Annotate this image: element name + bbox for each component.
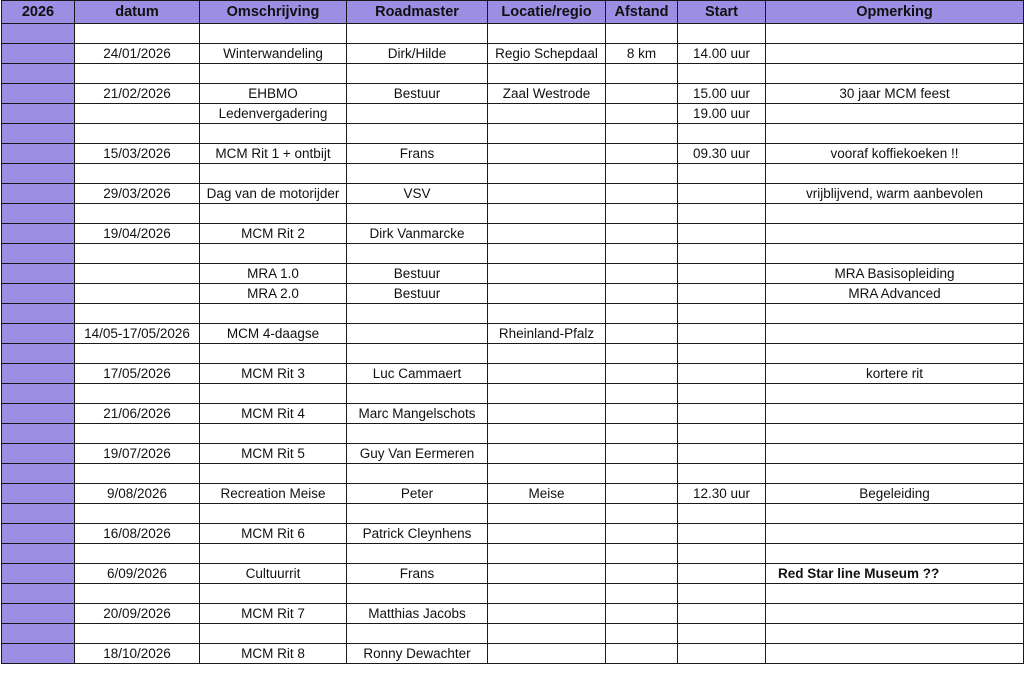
datum-cell xyxy=(75,624,200,644)
afstand-cell xyxy=(606,464,678,484)
table-row xyxy=(2,404,1024,424)
table-row xyxy=(2,364,1024,384)
year-cell xyxy=(2,304,75,324)
locatie-cell xyxy=(488,644,606,664)
roadmaster-cell xyxy=(347,304,488,324)
omschrijving-cell xyxy=(200,424,347,444)
roadmaster-cell: Patrick Cleynhens xyxy=(347,524,488,544)
roadmaster-cell: Ronny Dewachter xyxy=(347,644,488,664)
year-cell xyxy=(2,544,75,564)
table-row xyxy=(2,144,1024,164)
datum-cell: 16/08/2026 xyxy=(75,524,200,544)
start-cell xyxy=(678,384,766,404)
datum-cell: 9/08/2026 xyxy=(75,484,200,504)
year-cell xyxy=(2,224,75,244)
datum-cell xyxy=(75,104,200,124)
year-cell xyxy=(2,204,75,224)
roadmaster-cell: Bestuur xyxy=(347,84,488,104)
datum-cell xyxy=(75,164,200,184)
roadmaster-cell xyxy=(347,24,488,44)
header-year: 2026 xyxy=(2,1,75,24)
datum-cell xyxy=(75,204,200,224)
year-cell xyxy=(2,184,75,204)
omschrijving-cell: Recreation Meise xyxy=(200,484,347,504)
year-cell xyxy=(2,24,75,44)
locatie-cell xyxy=(488,524,606,544)
afstand-cell xyxy=(606,384,678,404)
start-cell xyxy=(678,184,766,204)
omschrijving-cell: Winterwandeling xyxy=(200,44,347,64)
table-row xyxy=(2,544,1024,564)
table-row xyxy=(2,224,1024,244)
locatie-cell xyxy=(488,444,606,464)
table-row xyxy=(2,444,1024,464)
year-cell xyxy=(2,344,75,364)
omschrijving-cell: MCM 4-daagse xyxy=(200,324,347,344)
datum-cell xyxy=(75,244,200,264)
roadmaster-cell: Bestuur xyxy=(347,284,488,304)
datum-cell: 19/07/2026 xyxy=(75,444,200,464)
opmerking-cell xyxy=(766,624,1024,644)
header-row xyxy=(2,1,1024,24)
omschrijving-cell xyxy=(200,164,347,184)
datum-cell xyxy=(75,284,200,304)
roadmaster-cell xyxy=(347,624,488,644)
afstand-cell xyxy=(606,224,678,244)
omschrijving-cell xyxy=(200,304,347,324)
opmerking-cell xyxy=(766,244,1024,264)
roadmaster-cell: Peter xyxy=(347,484,488,504)
table-row xyxy=(2,464,1024,484)
table-row xyxy=(2,604,1024,624)
locatie-cell: Regio Schepdaal xyxy=(488,44,606,64)
locatie-cell xyxy=(488,184,606,204)
locatie-cell xyxy=(488,604,606,624)
locatie-cell xyxy=(488,304,606,324)
omschrijving-cell: MRA 1.0 xyxy=(200,264,347,284)
table-row xyxy=(2,164,1024,184)
roadmaster-cell xyxy=(347,584,488,604)
opmerking-cell xyxy=(766,44,1024,64)
opmerking-cell xyxy=(766,384,1024,404)
datum-cell: 17/05/2026 xyxy=(75,364,200,384)
datum-cell: 21/02/2026 xyxy=(75,84,200,104)
opmerking-cell xyxy=(766,124,1024,144)
omschrijving-cell: Ledenvergadering xyxy=(200,104,347,124)
table-row xyxy=(2,104,1024,124)
omschrijving-cell xyxy=(200,544,347,564)
activity-calendar-table xyxy=(1,0,1024,664)
afstand-cell xyxy=(606,644,678,664)
datum-cell xyxy=(75,264,200,284)
start-cell xyxy=(678,464,766,484)
locatie-cell: Rheinland-Pfalz xyxy=(488,324,606,344)
start-cell xyxy=(678,264,766,284)
locatie-cell xyxy=(488,24,606,44)
afstand-cell xyxy=(606,124,678,144)
afstand-cell xyxy=(606,544,678,564)
opmerking-cell xyxy=(766,584,1024,604)
opmerking-cell xyxy=(766,104,1024,124)
afstand-cell xyxy=(606,584,678,604)
roadmaster-cell xyxy=(347,244,488,264)
omschrijving-cell xyxy=(200,384,347,404)
start-cell: 09.30 uur xyxy=(678,144,766,164)
opmerking-cell: vrijblijvend, warm aanbevolen xyxy=(766,184,1024,204)
start-cell xyxy=(678,424,766,444)
opmerking-cell: Begeleiding xyxy=(766,484,1024,504)
table-body xyxy=(2,24,1024,664)
start-cell xyxy=(678,444,766,464)
year-cell xyxy=(2,404,75,424)
datum-cell: 18/10/2026 xyxy=(75,644,200,664)
opmerking-cell: Red Star line Museum ?? xyxy=(766,564,1024,584)
roadmaster-cell: Guy Van Eermeren xyxy=(347,444,488,464)
start-cell xyxy=(678,624,766,644)
afstand-cell xyxy=(606,144,678,164)
start-cell: 14.00 uur xyxy=(678,44,766,64)
locatie-cell xyxy=(488,424,606,444)
omschrijving-cell xyxy=(200,504,347,524)
omschrijving-cell: EHBMO xyxy=(200,84,347,104)
omschrijving-cell: MRA 2.0 xyxy=(200,284,347,304)
opmerking-cell xyxy=(766,324,1024,344)
start-cell: 15.00 uur xyxy=(678,84,766,104)
afstand-cell xyxy=(606,304,678,324)
afstand-cell xyxy=(606,344,678,364)
opmerking-cell xyxy=(766,424,1024,444)
table-row xyxy=(2,44,1024,64)
start-cell xyxy=(678,564,766,584)
locatie-cell: Zaal Westrode xyxy=(488,84,606,104)
roadmaster-cell: Marc Mangelschots xyxy=(347,404,488,424)
afstand-cell xyxy=(606,24,678,44)
omschrijving-cell xyxy=(200,124,347,144)
table-row xyxy=(2,564,1024,584)
omschrijving-cell: Dag van de motorijder xyxy=(200,184,347,204)
start-cell xyxy=(678,64,766,84)
roadmaster-cell: VSV xyxy=(347,184,488,204)
afstand-cell xyxy=(606,604,678,624)
year-cell xyxy=(2,364,75,384)
datum-cell: 20/09/2026 xyxy=(75,604,200,624)
table-row xyxy=(2,424,1024,444)
start-cell xyxy=(678,244,766,264)
year-cell xyxy=(2,164,75,184)
opmerking-cell xyxy=(766,604,1024,624)
datum-cell: 24/01/2026 xyxy=(75,44,200,64)
afstand-cell xyxy=(606,424,678,444)
datum-cell: 6/09/2026 xyxy=(75,564,200,584)
roadmaster-cell xyxy=(347,504,488,524)
year-cell xyxy=(2,624,75,644)
table-row xyxy=(2,504,1024,524)
locatie-cell xyxy=(488,144,606,164)
opmerking-cell xyxy=(766,544,1024,564)
start-cell xyxy=(678,304,766,324)
year-cell xyxy=(2,284,75,304)
locatie-cell xyxy=(488,564,606,584)
start-cell xyxy=(678,224,766,244)
table-row xyxy=(2,64,1024,84)
opmerking-cell xyxy=(766,304,1024,324)
roadmaster-cell: Frans xyxy=(347,564,488,584)
roadmaster-cell xyxy=(347,424,488,444)
afstand-cell xyxy=(606,284,678,304)
table-row xyxy=(2,24,1024,44)
datum-cell: 14/05-17/05/2026 xyxy=(75,324,200,344)
datum-cell xyxy=(75,304,200,324)
table-row xyxy=(2,344,1024,364)
header-opmerking: Opmerking xyxy=(766,1,1024,24)
locatie-cell xyxy=(488,64,606,84)
header-roadmaster: Roadmaster xyxy=(347,1,488,24)
omschrijving-cell: MCM Rit 8 xyxy=(200,644,347,664)
table-row xyxy=(2,304,1024,324)
opmerking-cell: 30 jaar MCM feest xyxy=(766,84,1024,104)
table-row xyxy=(2,324,1024,344)
opmerking-cell xyxy=(766,524,1024,544)
datum-cell xyxy=(75,464,200,484)
omschrijving-cell xyxy=(200,204,347,224)
header-start: Start xyxy=(678,1,766,24)
datum-cell xyxy=(75,584,200,604)
afstand-cell xyxy=(606,444,678,464)
table-row xyxy=(2,264,1024,284)
roadmaster-cell: Bestuur xyxy=(347,264,488,284)
omschrijving-cell xyxy=(200,464,347,484)
table-row xyxy=(2,624,1024,644)
roadmaster-cell xyxy=(347,104,488,124)
omschrijving-cell xyxy=(200,24,347,44)
start-cell xyxy=(678,324,766,344)
header-afstand: Afstand xyxy=(606,1,678,24)
afstand-cell xyxy=(606,484,678,504)
opmerking-cell xyxy=(766,24,1024,44)
start-cell xyxy=(678,604,766,624)
table-row xyxy=(2,584,1024,604)
datum-cell xyxy=(75,64,200,84)
year-cell xyxy=(2,124,75,144)
locatie-cell xyxy=(488,204,606,224)
opmerking-cell xyxy=(766,344,1024,364)
locatie-cell xyxy=(488,624,606,644)
locatie-cell xyxy=(488,464,606,484)
datum-cell xyxy=(75,504,200,524)
year-cell xyxy=(2,564,75,584)
opmerking-cell xyxy=(766,404,1024,424)
opmerking-cell xyxy=(766,464,1024,484)
year-cell xyxy=(2,104,75,124)
omschrijving-cell: MCM Rit 4 xyxy=(200,404,347,424)
omschrijving-cell xyxy=(200,344,347,364)
locatie-cell xyxy=(488,264,606,284)
locatie-cell xyxy=(488,224,606,244)
year-cell xyxy=(2,424,75,444)
omschrijving-cell xyxy=(200,244,347,264)
datum-cell xyxy=(75,384,200,404)
roadmaster-cell xyxy=(347,124,488,144)
roadmaster-cell xyxy=(347,324,488,344)
roadmaster-cell: Dirk Vanmarcke xyxy=(347,224,488,244)
omschrijving-cell: MCM Rit 2 xyxy=(200,224,347,244)
locatie-cell xyxy=(488,404,606,424)
afstand-cell xyxy=(606,504,678,524)
afstand-cell xyxy=(606,164,678,184)
datum-cell: 21/06/2026 xyxy=(75,404,200,424)
start-cell: 12.30 uur xyxy=(678,484,766,504)
roadmaster-cell xyxy=(347,64,488,84)
start-cell xyxy=(678,504,766,524)
year-cell xyxy=(2,584,75,604)
opmerking-cell xyxy=(766,504,1024,524)
opmerking-cell xyxy=(766,64,1024,84)
locatie-cell xyxy=(488,124,606,144)
roadmaster-cell xyxy=(347,344,488,364)
start-cell xyxy=(678,284,766,304)
roadmaster-cell xyxy=(347,384,488,404)
omschrijving-cell xyxy=(200,64,347,84)
locatie-cell xyxy=(488,384,606,404)
afstand-cell xyxy=(606,204,678,224)
start-cell xyxy=(678,164,766,184)
afstand-cell xyxy=(606,624,678,644)
opmerking-cell: MRA Basisopleiding xyxy=(766,264,1024,284)
datum-cell xyxy=(75,124,200,144)
table-row xyxy=(2,484,1024,504)
locatie-cell xyxy=(488,244,606,264)
opmerking-cell xyxy=(766,164,1024,184)
table-row xyxy=(2,644,1024,664)
year-cell xyxy=(2,524,75,544)
opmerking-cell xyxy=(766,444,1024,464)
start-cell xyxy=(678,644,766,664)
year-cell xyxy=(2,384,75,404)
start-cell xyxy=(678,584,766,604)
start-cell xyxy=(678,404,766,424)
year-cell xyxy=(2,144,75,164)
year-cell xyxy=(2,464,75,484)
opmerking-cell xyxy=(766,224,1024,244)
datum-cell: 29/03/2026 xyxy=(75,184,200,204)
roadmaster-cell: Frans xyxy=(347,144,488,164)
datum-cell xyxy=(75,344,200,364)
datum-cell xyxy=(75,544,200,564)
locatie-cell xyxy=(488,584,606,604)
locatie-cell xyxy=(488,504,606,524)
afstand-cell xyxy=(606,64,678,84)
omschrijving-cell xyxy=(200,584,347,604)
year-cell xyxy=(2,484,75,504)
table-row xyxy=(2,124,1024,144)
roadmaster-cell xyxy=(347,204,488,224)
opmerking-cell xyxy=(766,204,1024,224)
datum-cell xyxy=(75,424,200,444)
table-row xyxy=(2,384,1024,404)
start-cell xyxy=(678,344,766,364)
year-cell xyxy=(2,444,75,464)
locatie-cell xyxy=(488,544,606,564)
locatie-cell xyxy=(488,164,606,184)
start-cell xyxy=(678,364,766,384)
afstand-cell xyxy=(606,404,678,424)
header-locatie: Locatie/regio xyxy=(488,1,606,24)
year-cell xyxy=(2,324,75,344)
locatie-cell xyxy=(488,284,606,304)
locatie-cell xyxy=(488,344,606,364)
afstand-cell xyxy=(606,524,678,544)
afstand-cell xyxy=(606,244,678,264)
opmerking-cell: kortere rit xyxy=(766,364,1024,384)
afstand-cell xyxy=(606,184,678,204)
datum-cell: 15/03/2026 xyxy=(75,144,200,164)
afstand-cell: 8 km xyxy=(606,44,678,64)
table-row xyxy=(2,524,1024,544)
year-cell xyxy=(2,604,75,624)
opmerking-cell: MRA Advanced xyxy=(766,284,1024,304)
omschrijving-cell: MCM Rit 6 xyxy=(200,524,347,544)
afstand-cell xyxy=(606,364,678,384)
table-row xyxy=(2,204,1024,224)
afstand-cell xyxy=(606,104,678,124)
roadmaster-cell: Dirk/Hilde xyxy=(347,44,488,64)
table-row xyxy=(2,244,1024,264)
roadmaster-cell xyxy=(347,464,488,484)
opmerking-cell: vooraf koffiekoeken !! xyxy=(766,144,1024,164)
year-cell xyxy=(2,64,75,84)
omschrijving-cell xyxy=(200,624,347,644)
start-cell xyxy=(678,124,766,144)
start-cell xyxy=(678,24,766,44)
datum-cell: 19/04/2026 xyxy=(75,224,200,244)
roadmaster-cell xyxy=(347,544,488,564)
start-cell xyxy=(678,204,766,224)
year-cell xyxy=(2,504,75,524)
omschrijving-cell: MCM Rit 7 xyxy=(200,604,347,624)
year-cell xyxy=(2,244,75,264)
table-row xyxy=(2,284,1024,304)
omschrijving-cell: MCM Rit 3 xyxy=(200,364,347,384)
opmerking-cell xyxy=(766,644,1024,664)
omschrijving-cell: MCM Rit 1 + ontbijt xyxy=(200,144,347,164)
roadmaster-cell xyxy=(347,164,488,184)
year-cell xyxy=(2,84,75,104)
afstand-cell xyxy=(606,564,678,584)
omschrijving-cell: MCM Rit 5 xyxy=(200,444,347,464)
afstand-cell xyxy=(606,84,678,104)
roadmaster-cell: Luc Cammaert xyxy=(347,364,488,384)
start-cell xyxy=(678,544,766,564)
year-cell xyxy=(2,264,75,284)
afstand-cell xyxy=(606,264,678,284)
header-omschrijving: Omschrijving xyxy=(200,1,347,24)
table-row xyxy=(2,84,1024,104)
locatie-cell: Meise xyxy=(488,484,606,504)
header-datum: datum xyxy=(75,1,200,24)
afstand-cell xyxy=(606,324,678,344)
datum-cell xyxy=(75,24,200,44)
table-row xyxy=(2,184,1024,204)
start-cell: 19.00 uur xyxy=(678,104,766,124)
omschrijving-cell: Cultuurrit xyxy=(200,564,347,584)
locatie-cell xyxy=(488,104,606,124)
locatie-cell xyxy=(488,364,606,384)
roadmaster-cell: Matthias Jacobs xyxy=(347,604,488,624)
start-cell xyxy=(678,524,766,544)
year-cell xyxy=(2,644,75,664)
year-cell xyxy=(2,44,75,64)
